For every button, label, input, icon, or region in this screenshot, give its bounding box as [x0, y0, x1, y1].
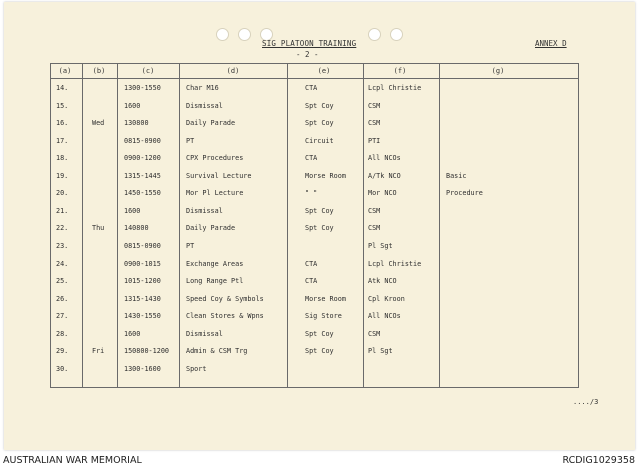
row-remarks: Procedure — [446, 189, 483, 198]
punch-hole-icon — [238, 28, 251, 41]
row-time: 1300-1550 — [124, 84, 161, 92]
row-time: 0900-1015 — [124, 259, 161, 268]
row-location: CTA — [305, 84, 318, 92]
annex-label: ANNEX D — [535, 39, 567, 48]
table-row — [0, 189, 639, 207]
row-subject: Dismissal — [186, 329, 223, 338]
row-time: 1600 — [124, 206, 141, 215]
table-row — [0, 347, 639, 365]
row-instructor: All NCOs — [368, 312, 401, 321]
table-rule — [50, 63, 579, 64]
row-instructor: CSM — [368, 101, 381, 110]
row-time: 1600 — [124, 101, 141, 110]
row-location: Spt Coy — [305, 347, 334, 356]
table-rule — [50, 387, 579, 388]
row-subject: PT — [186, 241, 195, 250]
row-location: CTA — [305, 154, 318, 163]
row-location: " " — [305, 189, 318, 198]
row-time: 1315-1445 — [124, 171, 161, 180]
row-remarks: Basic — [446, 171, 467, 180]
row-location: Spt Coy — [305, 101, 334, 110]
row-location: Morse Room — [305, 171, 346, 180]
row-instructor: CSM — [368, 206, 381, 215]
row-instructor: Pl Sgt — [368, 347, 393, 356]
row-number: 14. — [56, 84, 69, 92]
row-subject: Daily Parade — [186, 119, 236, 128]
row-instructor: PTI — [368, 136, 381, 145]
row-instructor: CSM — [368, 329, 381, 338]
column-header-a: (a) — [58, 67, 72, 75]
row-instructor: All NCOs — [368, 154, 401, 163]
column-header-f: (f) — [393, 67, 407, 75]
table-row — [0, 277, 639, 295]
table-row — [0, 330, 639, 348]
row-time: 1430-1550 — [124, 312, 161, 321]
row-subject: Mor Pl Lecture — [186, 189, 244, 198]
row-subject: Sport — [186, 364, 207, 373]
row-location: Spt Coy — [305, 224, 334, 233]
row-number: 30. — [56, 364, 69, 373]
row-instructor: Lcpl Christie — [368, 84, 422, 92]
table-row — [0, 119, 639, 137]
row-location: Circuit — [305, 136, 334, 145]
row-location: CTA — [305, 259, 318, 268]
row-subject: Survival Lecture — [186, 171, 252, 180]
row-time: 1315-1430 — [124, 294, 161, 303]
row-location: Morse Room — [305, 294, 346, 303]
row-subject: Exchange Areas — [186, 259, 244, 268]
row-day: Thu — [92, 224, 105, 233]
row-subject: Daily Parade — [186, 224, 236, 233]
row-time: 1300-1600 — [124, 364, 161, 373]
row-time: 150800-1200 — [124, 347, 170, 356]
row-number: 18. — [56, 154, 69, 163]
row-number: 24. — [56, 259, 69, 268]
row-subject: Dismissal — [186, 206, 223, 215]
row-number: 23. — [56, 241, 69, 250]
row-time: 1450-1550 — [124, 189, 161, 198]
column-header-d: (d) — [226, 67, 240, 75]
row-location: CTA — [305, 277, 318, 286]
document-title: SIG PLATOON TRAINING — [262, 39, 357, 48]
table-row — [0, 295, 639, 313]
column-header-g: (g) — [491, 67, 505, 75]
row-number: 15. — [56, 101, 69, 110]
row-number: 28. — [56, 329, 69, 338]
row-time: 0815-0900 — [124, 241, 161, 250]
row-number: 21. — [56, 206, 69, 215]
row-subject: CPX Procedures — [186, 154, 244, 163]
table-row — [0, 137, 639, 155]
footer-archive-name: AUSTRALIAN WAR MEMORIAL — [3, 455, 142, 466]
row-subject: PT — [186, 136, 195, 145]
row-number: 25. — [56, 277, 69, 286]
row-number: 17. — [56, 136, 69, 145]
punch-hole-icon — [368, 28, 381, 41]
table-row — [0, 224, 639, 242]
row-location: Spt Coy — [305, 329, 334, 338]
punch-hole-icon — [390, 28, 403, 41]
row-subject: Clean Stores & Wpns — [186, 312, 264, 321]
row-number: 22. — [56, 224, 69, 233]
column-header-b: (b) — [92, 67, 106, 75]
continuation-mark: ..../3 — [573, 398, 599, 406]
table-row — [0, 260, 639, 278]
column-header-e: (e) — [317, 67, 331, 75]
row-number: 27. — [56, 312, 69, 321]
row-time: 1015-1200 — [124, 277, 161, 286]
punch-hole-icon — [216, 28, 229, 41]
row-instructor: Cpl Kroon — [368, 294, 405, 303]
table-row — [0, 365, 639, 383]
row-instructor: Atk NCO — [368, 277, 397, 286]
row-time: 1600 — [124, 329, 141, 338]
table-rule — [50, 78, 579, 79]
row-instructor: CSM — [368, 224, 381, 233]
row-location: Spt Coy — [305, 119, 334, 128]
table-row — [0, 242, 639, 260]
row-instructor: Pl Sgt — [368, 241, 393, 250]
row-number: 29. — [56, 347, 69, 356]
row-subject: Char M16 — [186, 84, 219, 92]
row-day: Wed — [92, 119, 105, 128]
row-time: 0815-0900 — [124, 136, 161, 145]
row-time: 140800 — [124, 224, 149, 233]
row-number: 19. — [56, 171, 69, 180]
row-number: 26. — [56, 294, 69, 303]
page-number: - 2 - — [296, 50, 319, 59]
row-location: Spt Coy — [305, 206, 334, 215]
row-instructor: CSM — [368, 119, 381, 128]
row-instructor: Mor NCO — [368, 189, 397, 198]
row-subject: Long Range Ptl — [186, 277, 244, 286]
row-time: 0900-1200 — [124, 154, 161, 163]
row-time: 130800 — [124, 119, 149, 128]
row-subject: Speed Coy & Symbols — [186, 294, 264, 303]
row-subject: Admin & CSM Trg — [186, 347, 248, 356]
row-number: 20. — [56, 189, 69, 198]
row-instructor: Lcpl Christie — [368, 259, 422, 268]
table-row — [0, 172, 639, 190]
row-subject: Dismissal — [186, 101, 223, 110]
footer-record-id: RCDIG1029358 — [562, 455, 635, 466]
table-row — [0, 312, 639, 330]
table-row — [0, 84, 639, 102]
row-instructor: A/Tk NCO — [368, 171, 401, 180]
table-row — [0, 207, 639, 225]
table-row — [0, 154, 639, 172]
row-number: 16. — [56, 119, 69, 128]
row-day: Fri — [92, 347, 105, 356]
table-row — [0, 102, 639, 120]
row-location: Sig Store — [305, 312, 342, 321]
column-header-c: (c) — [141, 67, 155, 75]
